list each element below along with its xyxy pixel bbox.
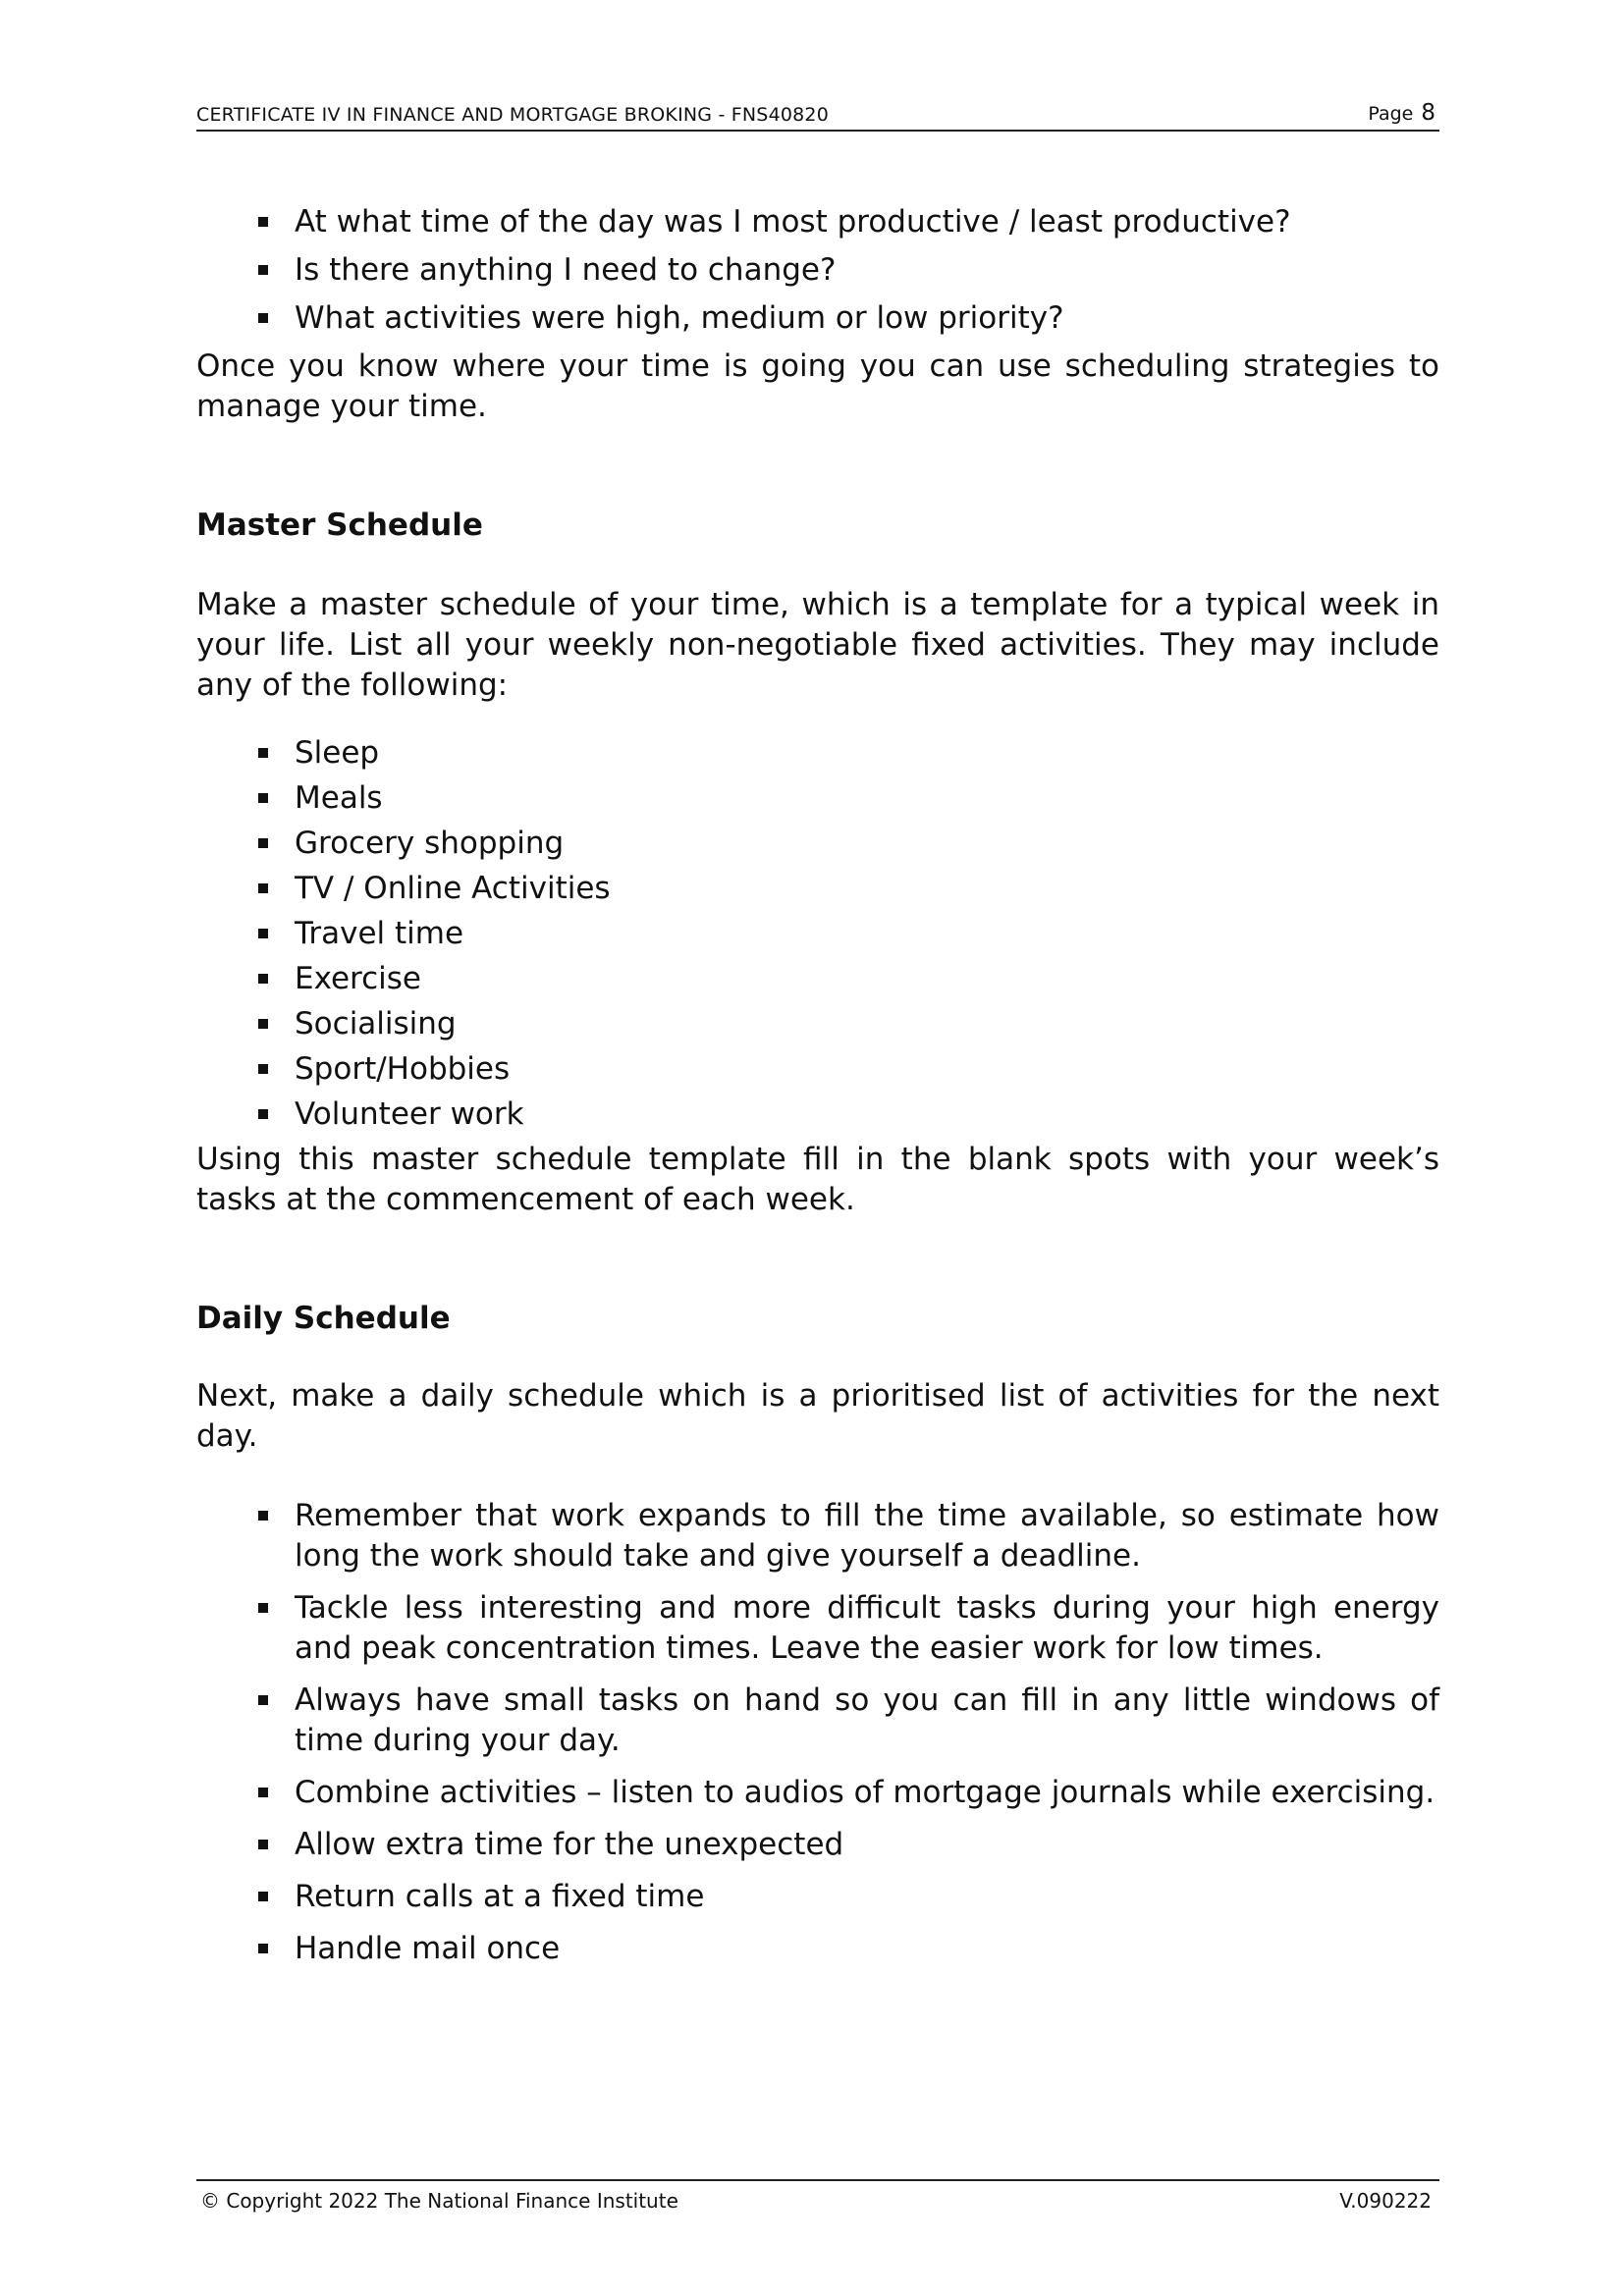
master-schedule-closing: Using this master schedule template fill in the blank spots with your week’s tasks at the commencement of each week. bbox=[196, 1142, 1439, 1217]
daily-schedule-heading: Daily Schedule bbox=[196, 1301, 451, 1336]
master-schedule-heading: Master Schedule bbox=[196, 507, 483, 543]
list-item: Tackle less interesting and more difficult tasks during your high energy and peak concentration times. Leave the easier work for low times. bbox=[295, 1588, 1439, 1669]
list-item: Combine activities – listen to audios of mortgage journals while exercising. bbox=[295, 1773, 1439, 1813]
list-item: Allow extra time for the unexpected bbox=[295, 1825, 1439, 1865]
intro-paragraph: Once you know where your time is going you can use scheduling strategies to manage your time. bbox=[196, 348, 1439, 424]
list-item: Grocery shopping bbox=[295, 824, 1439, 864]
list-item: Exercise bbox=[295, 959, 1439, 999]
version-label: V.090222 bbox=[1339, 2189, 1432, 2213]
page-number: 8 bbox=[1421, 100, 1435, 126]
page-body bbox=[196, 202, 1439, 1981]
document-title: CERTIFICATE IV IN FINANCE AND MORTGAGE BROKING - FNS40820 bbox=[196, 104, 830, 126]
copyright-notice: © Copyright 2022 The National Finance Institute bbox=[200, 2189, 678, 2213]
list-item: Always have small tasks on hand so you can fill in any little windows of time during your day. bbox=[295, 1681, 1439, 1761]
master-schedule-paragraph: Make a master schedule of your time, which is a template for a typical week in your life. List all your weekly non-negotiable fixed activities. They may include any of the following: bbox=[196, 587, 1439, 703]
list-item: Sport/Hobbies bbox=[295, 1049, 1439, 1090]
list-item: TV / Online Activities bbox=[295, 869, 1439, 909]
list-item: Meals bbox=[295, 778, 1439, 819]
list-item: Return calls at a fixed time bbox=[295, 1877, 1439, 1917]
list-item: Is there anything I need to change? bbox=[295, 250, 1439, 291]
list-item: What activities were high, medium or low priority? bbox=[295, 298, 1439, 339]
page-footer bbox=[196, 2179, 1439, 2213]
list-item: Sleep bbox=[295, 733, 1439, 774]
page-header bbox=[196, 98, 1439, 132]
list-item: Remember that work expands to fill the time available, so estimate how long the work should take and give yourself a deadline. bbox=[295, 1496, 1439, 1576]
list-item: Travel time bbox=[295, 914, 1439, 954]
page-indicator bbox=[1368, 100, 1435, 126]
list-item: Socialising bbox=[295, 1004, 1439, 1044]
fixed-activities-list bbox=[196, 733, 1439, 1135]
list-item: Handle mail once bbox=[295, 1929, 1439, 1969]
list-item: At what time of the day was I most productive / least productive? bbox=[295, 202, 1439, 242]
list-item: Volunteer work bbox=[295, 1095, 1439, 1135]
daily-tips-list bbox=[196, 1496, 1439, 1969]
page-label: Page bbox=[1368, 103, 1414, 125]
daily-schedule-paragraph: Next, make a daily schedule which is a prioritised list of activities for the next day. bbox=[196, 1378, 1439, 1454]
reflection-questions-list bbox=[196, 202, 1439, 339]
